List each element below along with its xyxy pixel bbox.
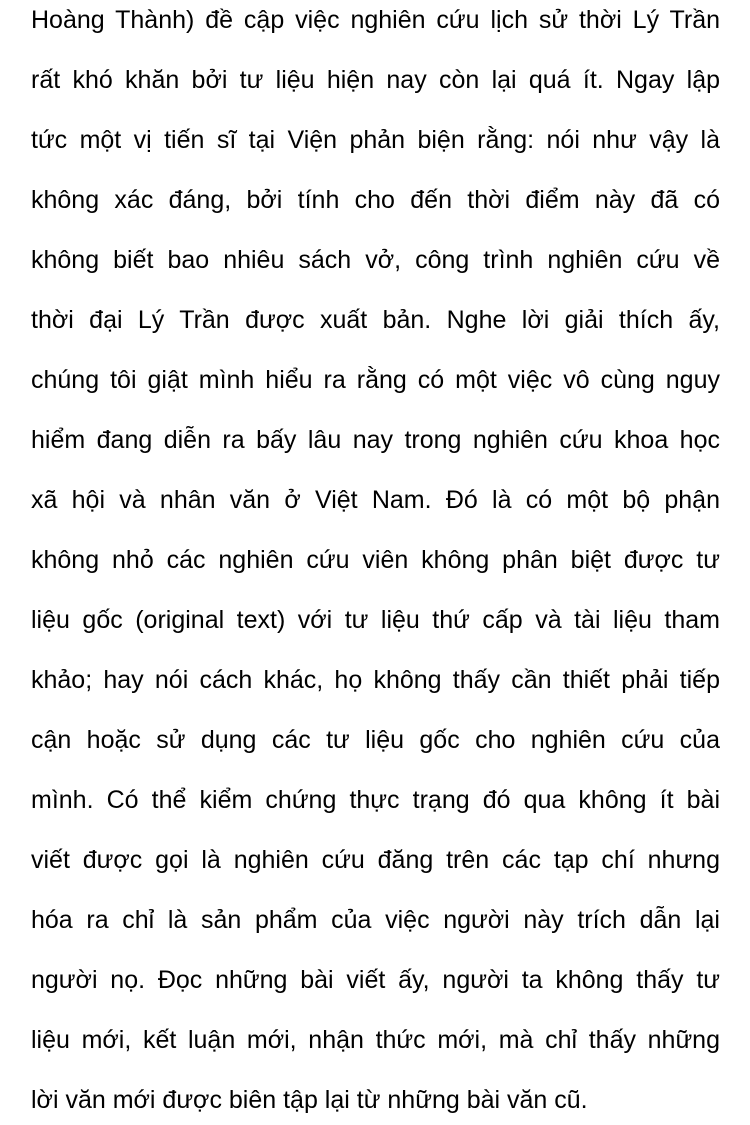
text-line: không nhỏ các nghiên cứu viên không phân biệt được tư <box>31 546 720 574</box>
text-line: Hoàng Thành) đề cập việc nghiên cứu lịch sử thời Lý Trần <box>31 6 720 34</box>
text-line: cận hoặc sử dụng các tư liệu gốc cho nghiên cứu của <box>31 726 720 754</box>
text-line: lời văn mới được biên tập lại từ những bài văn cũ. <box>31 1086 588 1114</box>
text-line: liệu mới, kết luận mới, nhận thức mới, mà chỉ thấy những <box>31 1026 720 1054</box>
document-page <box>31 0 720 1125</box>
text-line: hiểm đang diễn ra bấy lâu nay trong nghiên cứu khoa học <box>31 426 720 454</box>
text-line: tức một vị tiến sĩ tại Viện phản biện rằng: nói như vậy là <box>31 126 720 154</box>
text-line: không biết bao nhiêu sách vở, công trình nghiên cứu về <box>31 246 720 274</box>
text-line: không xác đáng, bởi tính cho đến thời điểm này đã có <box>31 186 720 214</box>
text-line: viết được gọi là nghiên cứu đăng trên các tạp chí nhưng <box>31 846 720 874</box>
text-line: rất khó khăn bởi tư liệu hiện nay còn lại quá ít. Ngay lập <box>31 66 720 94</box>
text-line: xã hội và nhân văn ở Việt Nam. Đó là có một bộ phận <box>31 486 720 514</box>
text-line: mình. Có thể kiểm chứng thực trạng đó qua không ít bài <box>31 786 720 814</box>
text-line: liệu gốc (original text) với tư liệu thứ cấp và tài liệu tham <box>31 606 720 634</box>
text-line: chúng tôi giật mình hiểu ra rằng có một việc vô cùng nguy <box>31 366 720 394</box>
text-line: người nọ. Đọc những bài viết ấy, người ta không thấy tư <box>31 966 720 994</box>
text-line: thời đại Lý Trần được xuất bản. Nghe lời giải thích ấy, <box>31 306 720 334</box>
text-line: khảo; hay nói cách khác, họ không thấy cần thiết phải tiếp <box>31 666 720 694</box>
text-line: hóa ra chỉ là sản phẩm của việc người này trích dẫn lại <box>31 906 720 934</box>
